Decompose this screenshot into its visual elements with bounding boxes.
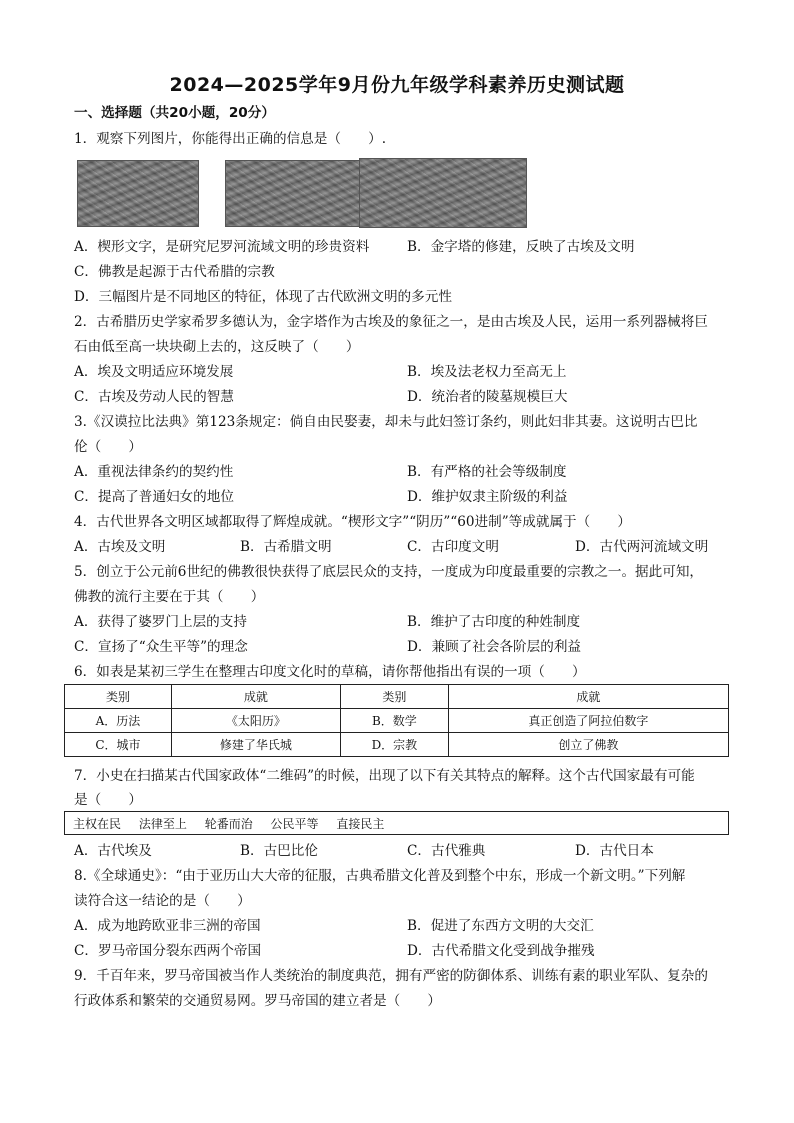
q5-stem-line2: 佛教的流行主要在于其（ ） [74, 589, 265, 605]
q7-stem-line1: 7．小史在扫描某古代国家政体“二维码”的时候，出现了以下有关其特点的解释。这个古代国家最有可能 [74, 768, 695, 784]
feature-item: 轮番而治 [204, 817, 253, 831]
q8-option-b: B．促进了东西方文明的大交汇 [407, 918, 594, 934]
q5-option-a: A．获得了婆罗门上层的支持 [74, 614, 247, 630]
q7-stem-line2: 是（ ） [74, 792, 142, 808]
q2-stem-line2: 石由低至高一块块砌上去的，这反映了（ ） [74, 339, 360, 355]
q5-option-b: B．维护了古印度的种姓制度 [407, 614, 581, 630]
q1-option-a: A．楔形文字，是研究尼罗河流域文明的珍贵资料 [74, 239, 370, 255]
table-row [65, 709, 729, 733]
q2-stem-line1: 2．古希腊历史学家希罗多德认为，金字塔作为古埃及的象征之一，是由古埃及人民，运用一系列器械将巨 [74, 314, 708, 330]
table-cell: 真正创造了阿拉伯数字 [448, 709, 728, 733]
feature-item: 法律至上 [138, 817, 187, 831]
table-header-cell: 类别 [340, 685, 448, 709]
table-row [65, 733, 729, 757]
table-header-cell: 成就 [171, 685, 340, 709]
q3-option-d: D．维护奴隶主阶级的利益 [407, 489, 568, 505]
q8-stem-line1: 8.《全球通史》：“由于亚历山大大帝的征服，古典希腊文化普及到整个中东，形成一个新文明。”下列解 [74, 868, 686, 884]
q1-stem: 1．观察下列图片，你能得出正确的信息是（ ）. [74, 131, 387, 147]
q3-stem-line1: 3.《汉谟拉比法典》第123条规定：倘自由民娶妻，却未与此妇签订条约，则此妇非其妻。这说明古巴比 [74, 414, 698, 430]
cuneiform-tablet-image [77, 160, 199, 227]
table-header-cell: 成就 [448, 685, 728, 709]
table-cell: 创立了佛教 [448, 733, 728, 757]
table-header-row [65, 685, 729, 709]
q6-stem: 6．如表是某初三学生在整理古印度文化时的草稿，请你帮他指出有误的一项（ ） [74, 664, 586, 680]
inscription-image [359, 158, 527, 228]
q2-option-b: B．埃及法老权力至高无上 [407, 364, 567, 380]
q1-option-d: D．三幅图片是不同地区的特征，体现了古代欧洲文明的多元性 [74, 289, 452, 305]
q5-option-c: C．宣扬了“众生平等”的理念 [74, 639, 248, 655]
q4-option-b: B．古希腊文明 [240, 539, 332, 555]
q4-option-a: A．古埃及文明 [74, 539, 166, 555]
table-cell: A．历法 [65, 709, 172, 733]
q8-stem-line2: 读符合这一结论的是（ ） [74, 893, 251, 909]
table-cell: 修建了华氏城 [171, 733, 340, 757]
table-cell: 《太阳历》 [171, 709, 340, 733]
table-cell: B．数学 [340, 709, 448, 733]
q4-option-c: C．古印度文明 [407, 539, 499, 555]
feature-item: 直接民主 [336, 817, 385, 831]
table-cell: C．城市 [65, 733, 172, 757]
q1-option-b: B．金字塔的修建，反映了古埃及文明 [407, 239, 635, 255]
q8-option-a: A．成为地跨欧亚非三洲的帝国 [74, 918, 261, 934]
q7-option-d: D．古代日本 [575, 843, 654, 859]
q7-option-b: B．古巴比伦 [240, 843, 318, 859]
q3-option-a: A．重视法律条约的契约性 [74, 464, 234, 480]
q9-stem-line2: 行政体系和繁荣的交通贸易网。罗马帝国的建立者是（ ） [74, 993, 442, 1009]
q2-option-c: C．古埃及劳动人民的智慧 [74, 389, 234, 405]
q4-stem: 4．古代世界各文明区域都取得了辉煌成就。“楔形文字”“阴历”“60进制”等成就属于（ ） [74, 514, 632, 530]
q3-stem-line2: 伦（ ） [74, 439, 142, 455]
feature-item: 公民平等 [270, 817, 319, 831]
q7-option-a: A．古代埃及 [74, 843, 152, 859]
table-cell: D．宗教 [340, 733, 448, 757]
page-title: 2024—2025学年9月份九年级学科素养历史测试题 [169, 74, 625, 96]
q8-option-c: C．罗马帝国分裂东西两个帝国 [74, 943, 262, 959]
q8-option-d: D．古代希腊文化受到战争摧残 [407, 943, 595, 959]
q4-option-d: D．古代两河流域文明 [575, 539, 709, 555]
q3-option-b: B．有严格的社会等级制度 [407, 464, 567, 480]
q2-option-a: A．埃及文明适应环境发展 [74, 364, 234, 380]
section-heading: 一、选择题（共20小题，20分） [74, 105, 275, 121]
feature-item: 主权在民 [73, 817, 122, 831]
stone-relief-image [225, 160, 365, 227]
q2-option-d: D．统治者的陵墓规模巨大 [407, 389, 568, 405]
q6-table [64, 684, 729, 757]
table-header-cell: 类别 [65, 685, 172, 709]
q5-option-d: D．兼顾了社会各阶层的利益 [407, 639, 582, 655]
q1-option-c: C．佛教是起源于古代希腊的宗教 [74, 264, 275, 280]
q9-stem-line1: 9．千百年来，罗马帝国被当作人类统治的制度典范，拥有严密的防御体系、训练有素的职业军队、复杂的 [74, 968, 708, 984]
q7-feature-box [64, 811, 729, 835]
q3-option-c: C．提高了普通妇女的地位 [74, 489, 234, 505]
q5-stem-line1: 5．创立于公元前6世纪的佛教很快获得了底层民众的支持，一度成为印度最重要的宗教之一。据此可知， [74, 564, 704, 580]
q7-option-c: C．古代雅典 [407, 843, 486, 859]
